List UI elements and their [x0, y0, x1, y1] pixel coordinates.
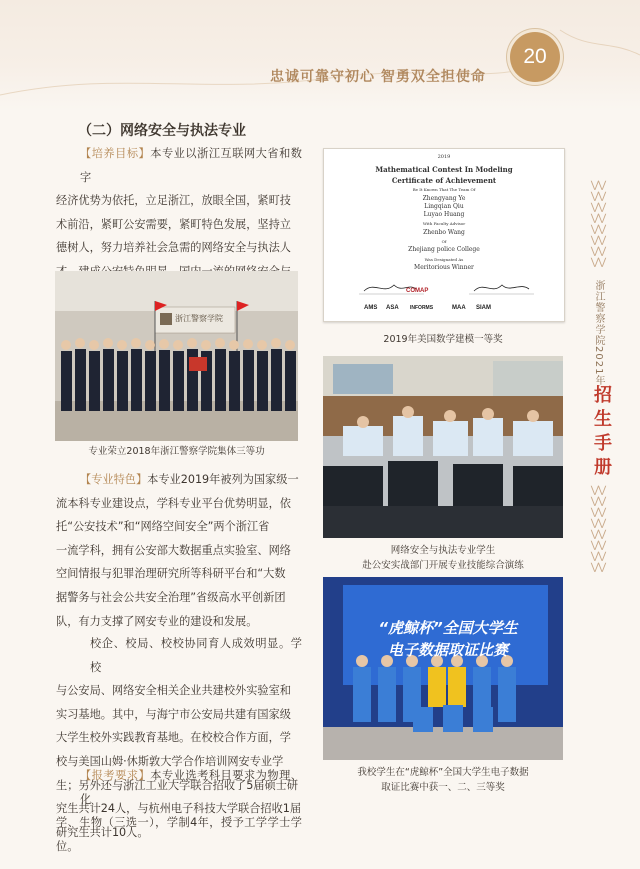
cert-with-advisor: With Faculty Advisor: [422, 221, 466, 226]
chevron-down-icon: ⋁⋁: [590, 485, 606, 496]
chevron-down-icon: ⋁⋁: [590, 507, 606, 518]
chevron-down-icon: ⋁⋁: [590, 246, 606, 257]
cert-subtitle: Certificate of Achievement: [391, 176, 497, 185]
features-paragraph: [56, 468, 302, 633]
training-goal-tag: 【培养目标】: [80, 147, 151, 160]
para-line: 校与美国山姆·休斯敦大学合作培训网安专业学: [56, 754, 284, 768]
para-line: 队，有力支撑了网安专业的建设和发展。: [56, 614, 258, 628]
features-tag: 【专业特色】: [80, 473, 148, 486]
award-photo-caption: 专业荣立2018年浙江警察学院集体三等功: [88, 446, 265, 457]
cert-award: Meritorious Winner: [414, 264, 474, 271]
competition-illustration: [323, 577, 563, 760]
siam-logo: SIAM: [476, 305, 491, 311]
informs-logo: INFORMS: [410, 305, 434, 311]
para-line: 【专业特色】本专业2019年被列为国家级一: [80, 473, 299, 486]
chevron-column-top: [586, 180, 610, 268]
caption-line: 取证比赛中获一、二、三等奖: [381, 782, 505, 793]
certificate-caption: 2019年美国数学建模一等奖: [383, 334, 503, 345]
chevron-down-icon: ⋁⋁: [590, 180, 606, 191]
chevron-down-icon: ⋁⋁: [590, 496, 606, 507]
asa-logo: ASA: [386, 305, 399, 311]
section-title: （二）网络安全与执法专业: [78, 123, 246, 139]
para-line: 生；另外还与浙江工业大学联合招收了5届硕士研: [56, 778, 299, 792]
cert-name: Zhengyang Ye: [422, 195, 466, 202]
competition-caption: [323, 765, 563, 795]
chevron-down-icon: ⋁⋁: [590, 257, 606, 268]
para-line: 究生共计24人，与杭州电子科技大学联合招收1届: [56, 802, 302, 816]
chevron-column-bottom: [586, 485, 610, 573]
cert-name: Lingqian Qiu: [424, 203, 464, 210]
para-line: 空间情报与犯罪治理研究所等科研平台和“大数: [56, 567, 286, 581]
para-line: 术前沿，紧町公安需要，紧町特色发展，坚持立: [56, 217, 291, 231]
lab-drill-photo: [323, 356, 563, 538]
chevron-down-icon: ⋁⋁: [590, 213, 606, 224]
lab-drill-illustration: [323, 356, 563, 538]
college-sign-text: 浙江警察学院: [175, 314, 223, 323]
para-line: 流本科专业建设点，学科专业平台优势明显，依: [56, 496, 291, 510]
competition-photo: [323, 577, 563, 760]
cert-name: Luyao Huang: [423, 211, 465, 218]
cert-of: Of: [441, 239, 447, 244]
para-line: 校企、校局、校校协同育人成效明显。学校: [90, 637, 302, 674]
para-line: 大学生校外实践教育基地。在校校合作方面，学: [56, 731, 291, 745]
caption-line: 赴公安实战部门开展专业技能综合演练: [362, 560, 524, 571]
cert-known: Be It Known That The Team Of: [412, 187, 476, 192]
chevron-down-icon: ⋁⋁: [590, 540, 606, 551]
para-line: 经济优势为依托，立足浙江，放眼全国，紧町技: [56, 194, 291, 208]
sidebar-guide-title: 招生手册: [591, 385, 612, 481]
page-number: 20: [523, 45, 547, 68]
caption-line: 网络安全与执法专业学生: [390, 545, 496, 556]
requirements-paragraph: [56, 764, 302, 858]
para-line: 研究生共计10人。: [56, 825, 149, 839]
award-group-photo: [55, 271, 298, 441]
cert-year: 2019: [437, 154, 451, 160]
cert-signatures: [324, 279, 564, 299]
sidebar-college-year: 浙江警察学院2021年: [593, 280, 604, 387]
para-line: 【培养目标】本专业以浙江互联网大省和数字: [80, 147, 302, 184]
requirements-tag: 【报考要求】: [80, 769, 151, 782]
lab-drill-caption: [323, 543, 563, 573]
header-slogan: 忠诚可靠守初心 智勇双全担使命: [270, 69, 486, 85]
para-line: 学、生物（三选一），学制4年，授予工学学士学位。: [56, 816, 302, 853]
comap-logo: COMAP: [406, 288, 429, 294]
caption-line: 我校学生在“虎鲸杯”全国大学生电子数据: [357, 767, 529, 778]
cert-title: Mathematical Contest In Modeling: [375, 165, 513, 174]
para-line: 德树人，努力培养社会急需的网络安全与执法人: [56, 241, 291, 255]
competition-banner-line1: “虎鲸杯”全国大学生: [378, 619, 518, 637]
para-line: 与公安局、网络安全相关企业共建校外实验室和: [56, 684, 291, 698]
ams-logo: AMS: [364, 305, 378, 311]
para-line: 一流学科，拥有公安部大数据重点实验室、网络: [56, 543, 291, 557]
chevron-down-icon: ⋁⋁: [590, 224, 606, 235]
mcm-certificate: [323, 148, 565, 322]
chevron-down-icon: ⋁⋁: [590, 551, 606, 562]
para-line: 托“公安技术”和“网络空间安全”两个浙江省: [56, 520, 270, 534]
chevron-down-icon: ⋁⋁: [590, 529, 606, 540]
para-line: 【报考要求】本专业选考科目要求为物理、化: [80, 769, 302, 806]
para-line: 据警务与社会公共安全治理”省级高水平创新团: [56, 590, 286, 604]
chevron-down-icon: ⋁⋁: [590, 191, 606, 202]
cert-advisor: Zhenbo Wang: [423, 229, 465, 236]
para-line: 实习基地。其中，与海宁市公安局共建有国家级: [56, 707, 291, 721]
chevron-down-icon: ⋁⋁: [590, 235, 606, 246]
competition-banner-line2: 电子数据取证比赛: [387, 641, 508, 659]
cert-college: Zhejiang police College: [408, 246, 480, 253]
award-group-illustration: [55, 271, 298, 441]
cert-designated: Was Designated As: [424, 257, 464, 262]
chevron-down-icon: ⋁⋁: [590, 562, 606, 573]
maa-logo: MAA: [452, 305, 466, 311]
chevron-down-icon: ⋁⋁: [590, 518, 606, 529]
chevron-down-icon: ⋁⋁: [590, 202, 606, 213]
